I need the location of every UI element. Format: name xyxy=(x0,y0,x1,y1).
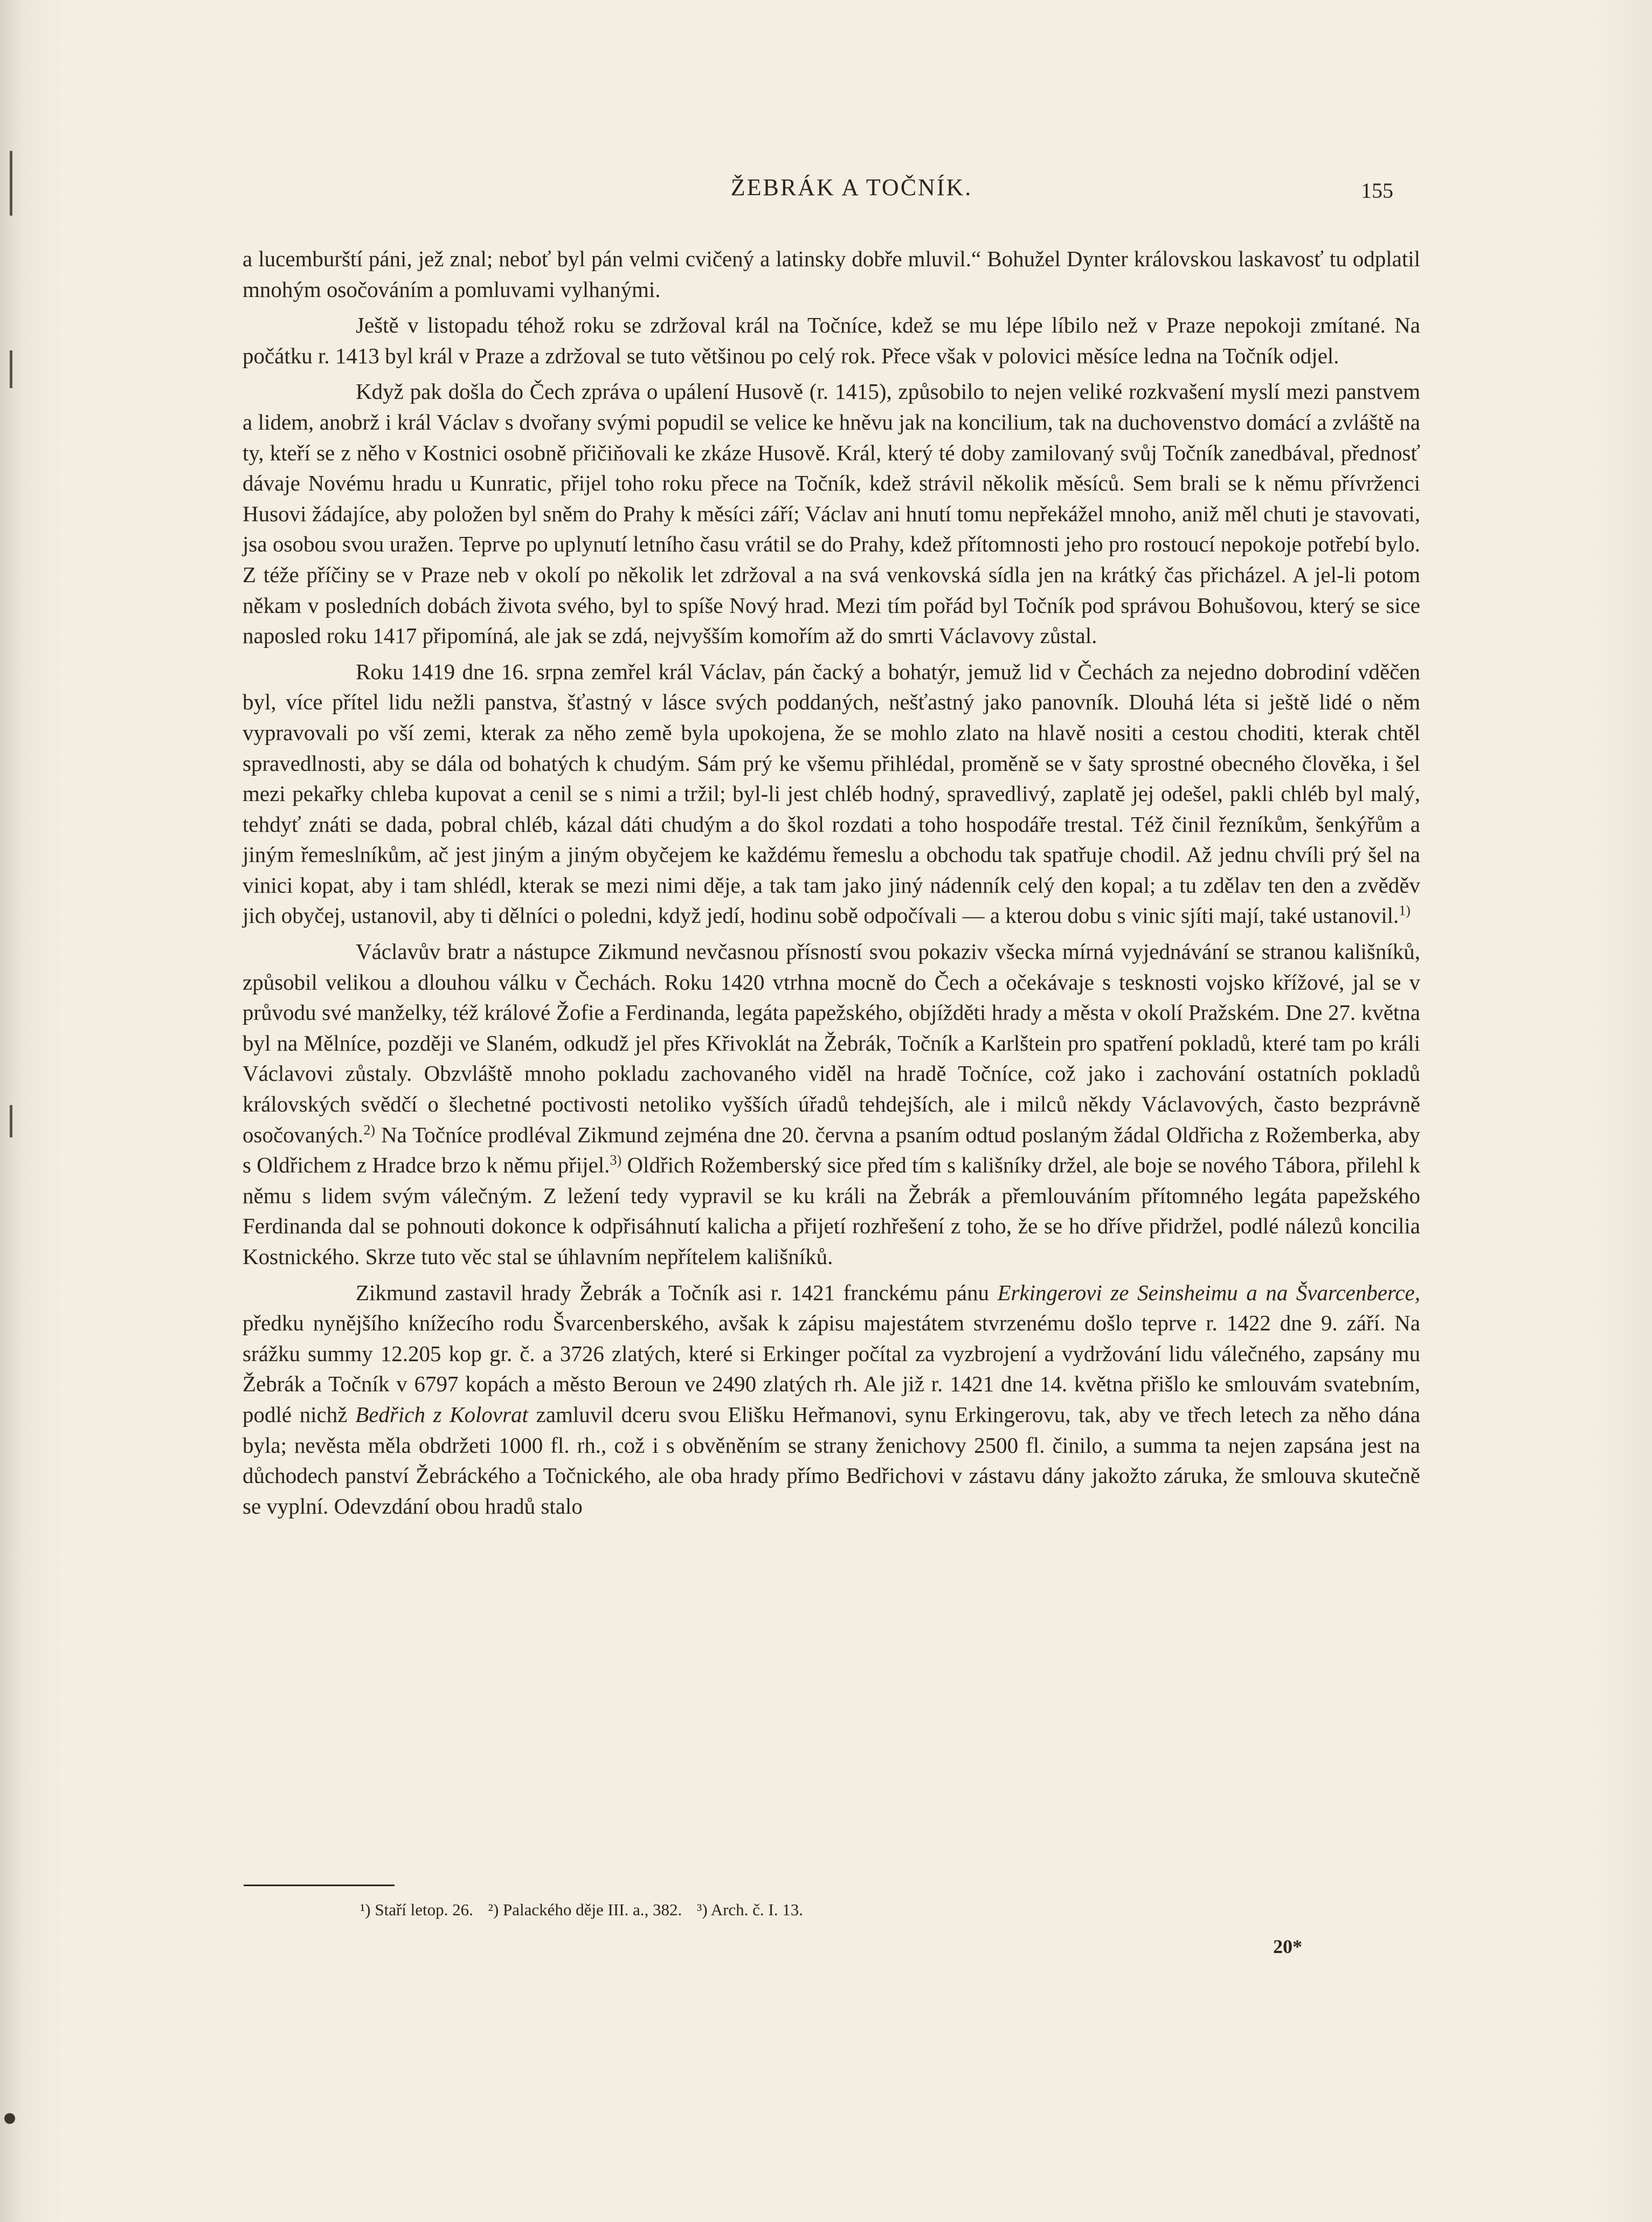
body-text xyxy=(243,244,1420,1527)
paragraph: Roku 1419 dne 16. srpna zemřel král Václav, pán čacký a bohatýr, jemuž lid v Čechách za nejedno dobrodiní vděčen byl, více přítel lidu nežli panstva, šťastný v lásce svých poddaných, nešťastný jako panovník. Dlouhá léta si ještě lidé o něm vypravovali po vší zemi, kterak za něho země byla upokojena, že se mohlo zlato na hlavě nositi a cestou choditi, kterak chtěl spravedlnosti, aby se dála od bohatých k chudým. Sám prý ke všemu přihlédal, proměně se v šaty sprostné obecného člověka, i šel mezi pekařky chleba kupovat a cenil se s nimi a tržil; byl-li jest chléb hodný, spravedlivý, zaplatě jej odešel, pakli chléb byl malý, tehdyť znáti se dada, pobral chléb, kázal dáti chudým a do škol rozdati a toho hospodáře trestal. Též činil řezníkům, šenkýřům a jiným řemeslníkům, ač jest jiným a jiným obyčejem ke každému řemeslu a obchodu tak spatřuje chodil. Až jednu chvíli prý šel na vinici kopat, aby i tam shlédl, kterak se mezi nimi děje, a tak tam jako jiný nádenník celý den kopal; a tu zdělav ten den a zvěděv jich obyčej, ustanovil, aby ti dělníci o poledni, když jedí, hodinu sobě odpočívali — a kterou dobu s vinic sjíti mají, také ustanovil.$^{1)}$ xyxy=(243,659,1420,928)
paragraph: Ještě v listopadu téhož roku se zdržoval král na Točníce, kdež se mu lépe líbilo než v Praze nepokoji zmítané. Na počátku r. 1413 byl král v Praze a zdržoval se tuto většinou po celý rok. Přece však v polovici měsíce ledna na Točník odjel. xyxy=(243,313,1420,368)
paragraph: Když pak došla do Čech zpráva o upálení Husově (r. 1415), způsobilo to nejen veliké rozkvašení myslí mezi panstvem a lidem, anobrž i král Václav s dvořany svými popudil se velice ke hněvu jak na koncilium, tak na duchovenstvo domácí a zvláště na ty, kteří se z něho v Kostnici osobně přičiňovali ke zkáze Husově. Král, který té doby zamilovaný svůj Točník zanedbával, přednosť dávaje Novému hradu u Kunratic, přijel toho roku přece na Točník, kdež strávil několik měsíců. Sem brali se k němu přívrženci Husovi žádajíce, aby položen byl sněm do Prahy k měsíci září; Václav ani hnutí tomu nepřekážel mnoho, aniž měl chuti je stavovati, jsa osobou svou uražen. Teprve po uplynutí letního času vrátil se do Prahy, kdež přítomnosti jeho pro rostoucí nepokoje potřebí bylo. Z téže příčiny se v Praze neb v okolí po několik let zdržoval a na svá venkovská sídla jen na krátký čas přicházel. A jel-li potom někam v posledních dobách života svého, byl to spíše Nový hrad. Mezi tím pořád byl Točník pod správou Bohušovou, který se sice naposled roku 1417 připomíná, ale jak se zdá, nejvyšším komořím až do smrti Václavovy zůstal. xyxy=(243,379,1420,648)
footnote-ref: 2) xyxy=(363,1121,375,1137)
paragraph: a lucemburští páni, jež znal; neboť byl pán velmi cvičený a latinsky dobře mluvil.“ Bohužel Dynter královskou laskavosť tu odplatil mnohým osočováním a pomluvami vylhanými. xyxy=(243,246,1420,302)
binding-mark xyxy=(10,350,12,388)
footnote: ³) Arch. č. I. 13. xyxy=(697,1900,803,1919)
paragraph: Zikmund zastavil hrady Žebrák a Točník asi r. 1421 franckému pánu Erkingerovi ze Seinsheimu a na Švarcenberce, předku nynějšího knížecího rodu Švarcenberského, avšak k zápisu majestátem stvrzenému došlo teprve r. 1422 dne 9. září. Na srážku summy 12.205 kop gr. č. a 3726 zlatých, které si Erkinger počítal za vyzbrojení a vydržování lidu válečného, zapsány mu Žebrák a Točník v 6797 kopách a město Beroun ve 2490 zlatých rh. Ale již r. 1421 dne 14. května přišlo ke smlouvám svatebním, podlé nichž Bedřich z Kolovrat zamluvil dceru svou Elišku Heřmanovi, synu Erkingerovu, tak, aby ve třech letech za něho dána byla; nevěsta měla obdržeti 1000 fl. rh., což i s obvěněním se strany ženichovy 2500 fl. činilo, a summa ta nejen zapsána jest na důchodech panství Žebráckého a Točnického, ale oba hrady přímo Bedřichovi v zástavu dány jakožto záruka, že smlouva skutečně se vyplní. Odevzdání obou hradů stalo xyxy=(243,1280,1421,1519)
footnote-ref: 1) xyxy=(1399,902,1411,919)
footnote: ²) Palackého děje III. a., 382. xyxy=(488,1900,682,1919)
binding-mark xyxy=(10,1105,12,1137)
binding-dot xyxy=(4,2113,15,2124)
footnote: ¹) Staří letop. 26. xyxy=(360,1900,473,1919)
footnote-ref: 3) xyxy=(610,1152,622,1168)
printer-signature: 20* xyxy=(1273,1936,1302,1957)
page-header xyxy=(0,174,1652,217)
running-title: ŽEBRÁK A TOČNÍK. xyxy=(730,174,973,201)
paragraph: Václavův bratr a nástupce Zikmund nevčasnou přísností svou pokaziv všecka mírná vyjednávání se stranou kališníků, způsobil velikou a dlouhou válku v Čechách. Roku 1420 vtrhna mocně do Čech a očekávaje s tesknosti vojsko křížové, jal se v průvodu své manželky, též králové Žofie a Ferdinanda, legáta papežského, objížděti hrady a města v okolí Pražském. Dne 27. května byl na Mělníce, později ve Slaném, odkudž jel přes Křivoklát na Žebrák, Točník a Karlštein pro spatření pokladů, které tam po králi Václavovi zůstaly. Obzvláště mnoho pokladu zachovaného viděl na hradě Točníce, což jako i zachování ostatních pokladů královských svědčí o šlechetné poctivosti netoliko vyšších úřadů tehdejších, ale i milců někdy Václavových, často bezprávně osočovaných.$^{2)}$ Na Točníce prodléval Zikmund zejména dne 20. června a psaním odtud poslaným žádal Oldřicha z Rožemberka, aby s Oldřichem z Hradce brzo k němu přijel.$^{3)}$ Oldřich Rožemberský sice před tím s kališníky držel, ale boje se nového Tábora, přilehl k němu s lidem svým válečným. Z ležení tedy vypravil se ku králi na Žebrák a přemlouváním přítomného legáta papežského Ferdinanda dal se pohnouti dokonce k odpřisáhnutí kalicha a přijetí rozhřešení z toho, že se ho dříve přidržel, podlé nálezů koncilia Kostnického. Skrze tuto věc stal se úhlavním nepřítelem kališníků. xyxy=(243,939,1421,1269)
footnotes xyxy=(360,1900,814,1920)
footnote-divider xyxy=(244,1885,395,1886)
page-number: 155 xyxy=(1361,178,1393,203)
